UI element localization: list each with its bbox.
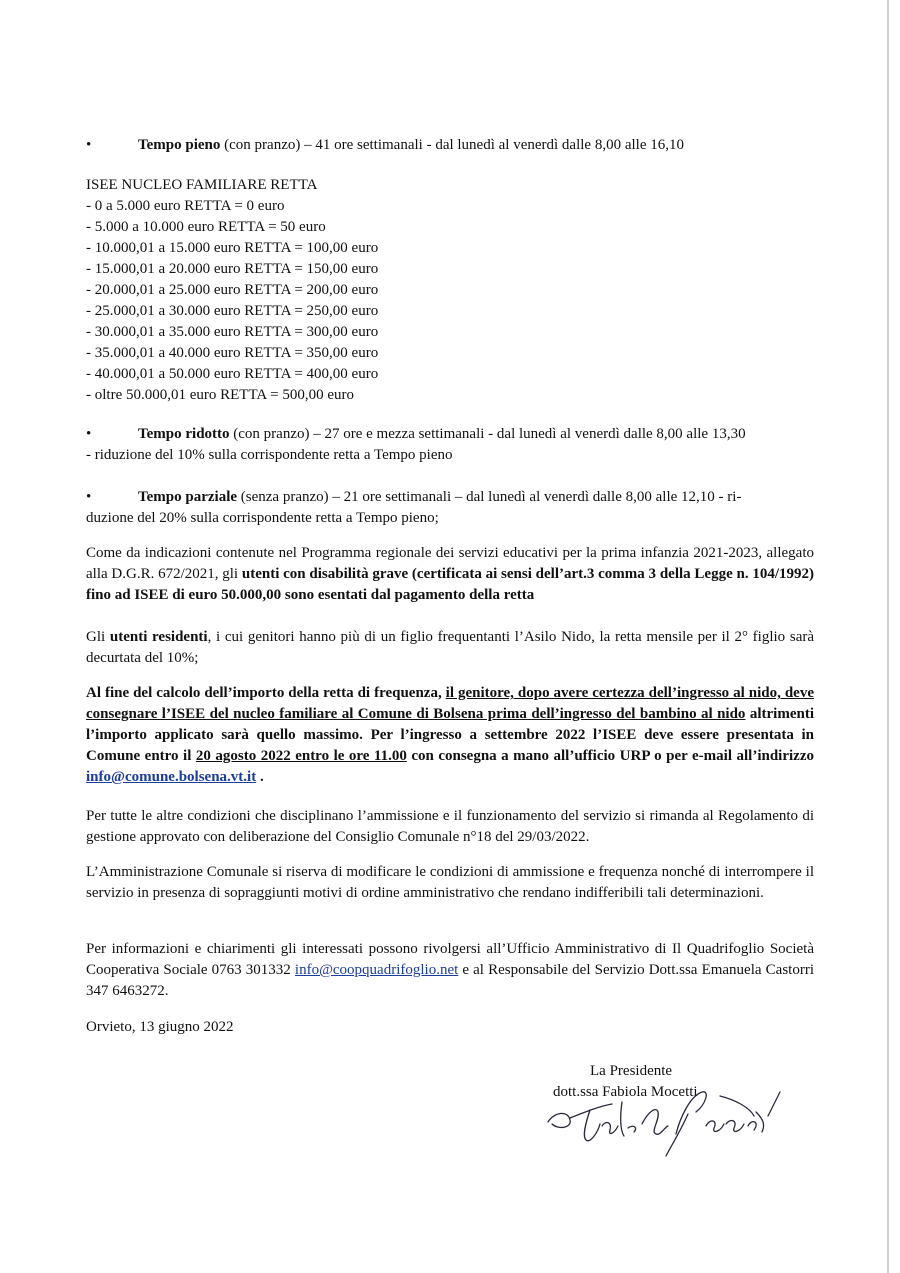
partial-time-detail: (senza pranzo) – 21 ore settimanali – dal lunedì al venerdì dalle 8,00 alle 12,10 - ri- <box>237 489 742 505</box>
fee-row: - oltre 50.000,01 euro RETTA = 500,00 euro <box>86 387 355 403</box>
partial-time-discount: duzione del 20% sulla corrispondente retta a Tempo pieno; <box>86 510 439 526</box>
fee-row: - 40.000,01 a 50.000 euro RETTA = 400,00 euro <box>86 366 379 382</box>
fee-row: - 5.000 a 10.000 euro RETTA = 50 euro <box>86 219 326 235</box>
page-edge <box>887 0 889 1273</box>
signatory-name: dott.ssa Fabiola Mocetti <box>553 1084 698 1100</box>
fee-table <box>86 175 378 406</box>
reduced-time-discount: - riduzione del 10% sulla corrispondente retta a Tempo pieno <box>86 447 453 463</box>
fee-row: - 25.000,01 a 30.000 euro RETTA = 250,00 euro <box>86 303 379 319</box>
full-time-title: Tempo pieno <box>138 137 221 153</box>
isee-notice-part2: altrimenti l’importo applicato sarà quello massimo. Per l’ingresso a settembre 2022 l’ISEE deve essere presentata in Comune entro il <box>86 706 815 764</box>
fee-row: - 15.000,01 a 20.000 euro RETTA = 150,00 euro <box>86 261 379 277</box>
full-time-text <box>138 135 684 156</box>
isee-notice-end: . <box>256 769 264 785</box>
isee-notice-part1: Al fine del calcolo dell’importo della retta di frequenza, <box>86 685 446 701</box>
coop-email-link[interactable]: info@coopquadrifoglio.net <box>294 962 459 978</box>
residents-post: , i cui genitori hanno più di un figlio frequentanti l’Asilo Nido, la retta mensile per il 2° figlio sarà decurtata del 10%; <box>86 629 815 666</box>
contacts-paragraph <box>86 939 814 1002</box>
partial-time-title: Tempo parziale <box>138 489 238 505</box>
isee-notice-part3: con consegna a mano all’ufficio URP o per e-mail all’indirizzo <box>406 748 814 764</box>
reduced-time-detail: (con pranzo) – 27 ore e mezza settimanali - dal lunedì al venerdì dalle 8,00 alle 13,30 <box>229 426 746 442</box>
place-date: Orvieto, 13 giugno 2022 <box>86 1019 234 1035</box>
fee-table-header: ISEE NUCLEO FAMILIARE RETTA <box>86 177 318 193</box>
residents-pre: Gli <box>86 629 110 645</box>
isee-notice-underlined: il genitore, dopo avere certezza dell’ingresso al nido, deve consegnare l’ISEE del nucleo familiare al Comune di Bolsena prima dell’ingresso del bambino al nido <box>86 685 814 722</box>
bullet: • <box>86 426 92 442</box>
residents-paragraph <box>86 627 814 669</box>
reserve-paragraph: L’Amministrazione Comunale si riserva di modificare le condizioni di ammissione e frequenza nonché di interrompere il servizio in presenza di sopraggiunti motivi di ordine amministrativo che rendano indifferibili tali determinazioni. <box>86 864 814 901</box>
fee-row: - 10.000,01 a 15.000 euro RETTA = 100,00 euro <box>86 240 379 256</box>
contacts-post: e al Responsabile del Servizio Dott.ssa Emanuela Castorri 347 6463272. <box>86 962 814 999</box>
fee-row: - 0 a 5.000 euro RETTA = 0 euro <box>86 198 285 214</box>
fee-row: - 35.000,01 a 40.000 euro RETTA = 350,00 euro <box>86 345 379 361</box>
partial-time-text <box>138 487 741 508</box>
isee-notice <box>86 683 814 788</box>
reduced-time-title: Tempo ridotto <box>138 426 230 442</box>
bullet: • <box>86 137 92 153</box>
disability-paragraph <box>86 543 814 606</box>
fee-row: - 20.000,01 a 25.000 euro RETTA = 200,00 euro <box>86 282 379 298</box>
bullet: • <box>86 489 92 505</box>
contacts-pre: Per informazioni e chiarimenti gli interessati possono rivolgersi all’Ufficio Amministrativo di Il Quadrifoglio Società Cooperativa Sociale 0763 301332 <box>86 941 814 978</box>
reduced-time-text <box>138 424 746 445</box>
comune-email-link[interactable]: info@comune.bolsena.vt.it <box>86 769 257 785</box>
disability-text: Come da indicazioni contenute nel Programma regionale dei servizi educativi per la prima infanzia 2021-2023, allegato alla D.G.R. 672/2021, gli <box>86 545 814 582</box>
handwritten-signature <box>540 1082 790 1162</box>
fee-row: - 30.000,01 a 35.000 euro RETTA = 300,00 euro <box>86 324 379 340</box>
full-time-detail: (con pranzo) – 41 ore settimanali - dal lunedì al venerdì dalle 8,00 alle 16,10 <box>220 137 684 153</box>
residents-bold: utenti residenti <box>109 629 208 645</box>
regulation-paragraph: Per tutte le altre condizioni che disciplinano l’ammissione e il funzionamento del servizio si rimanda al Regolamento di gestione approvato con deliberazione del Consiglio Comunale n°18 del 29/03/2022. <box>86 808 814 845</box>
signatory-role: La Presidente <box>590 1063 673 1079</box>
disability-exemption: utenti con disabilità grave (certificata ai sensi dell’art.3 comma 3 della Legge n. 104/1992) fino ad ISEE di euro 50.000,00 sono esentati dal pagamento della retta <box>86 566 815 603</box>
isee-deadline: 20 agosto 2022 entro le ore 11.00 <box>195 748 407 764</box>
